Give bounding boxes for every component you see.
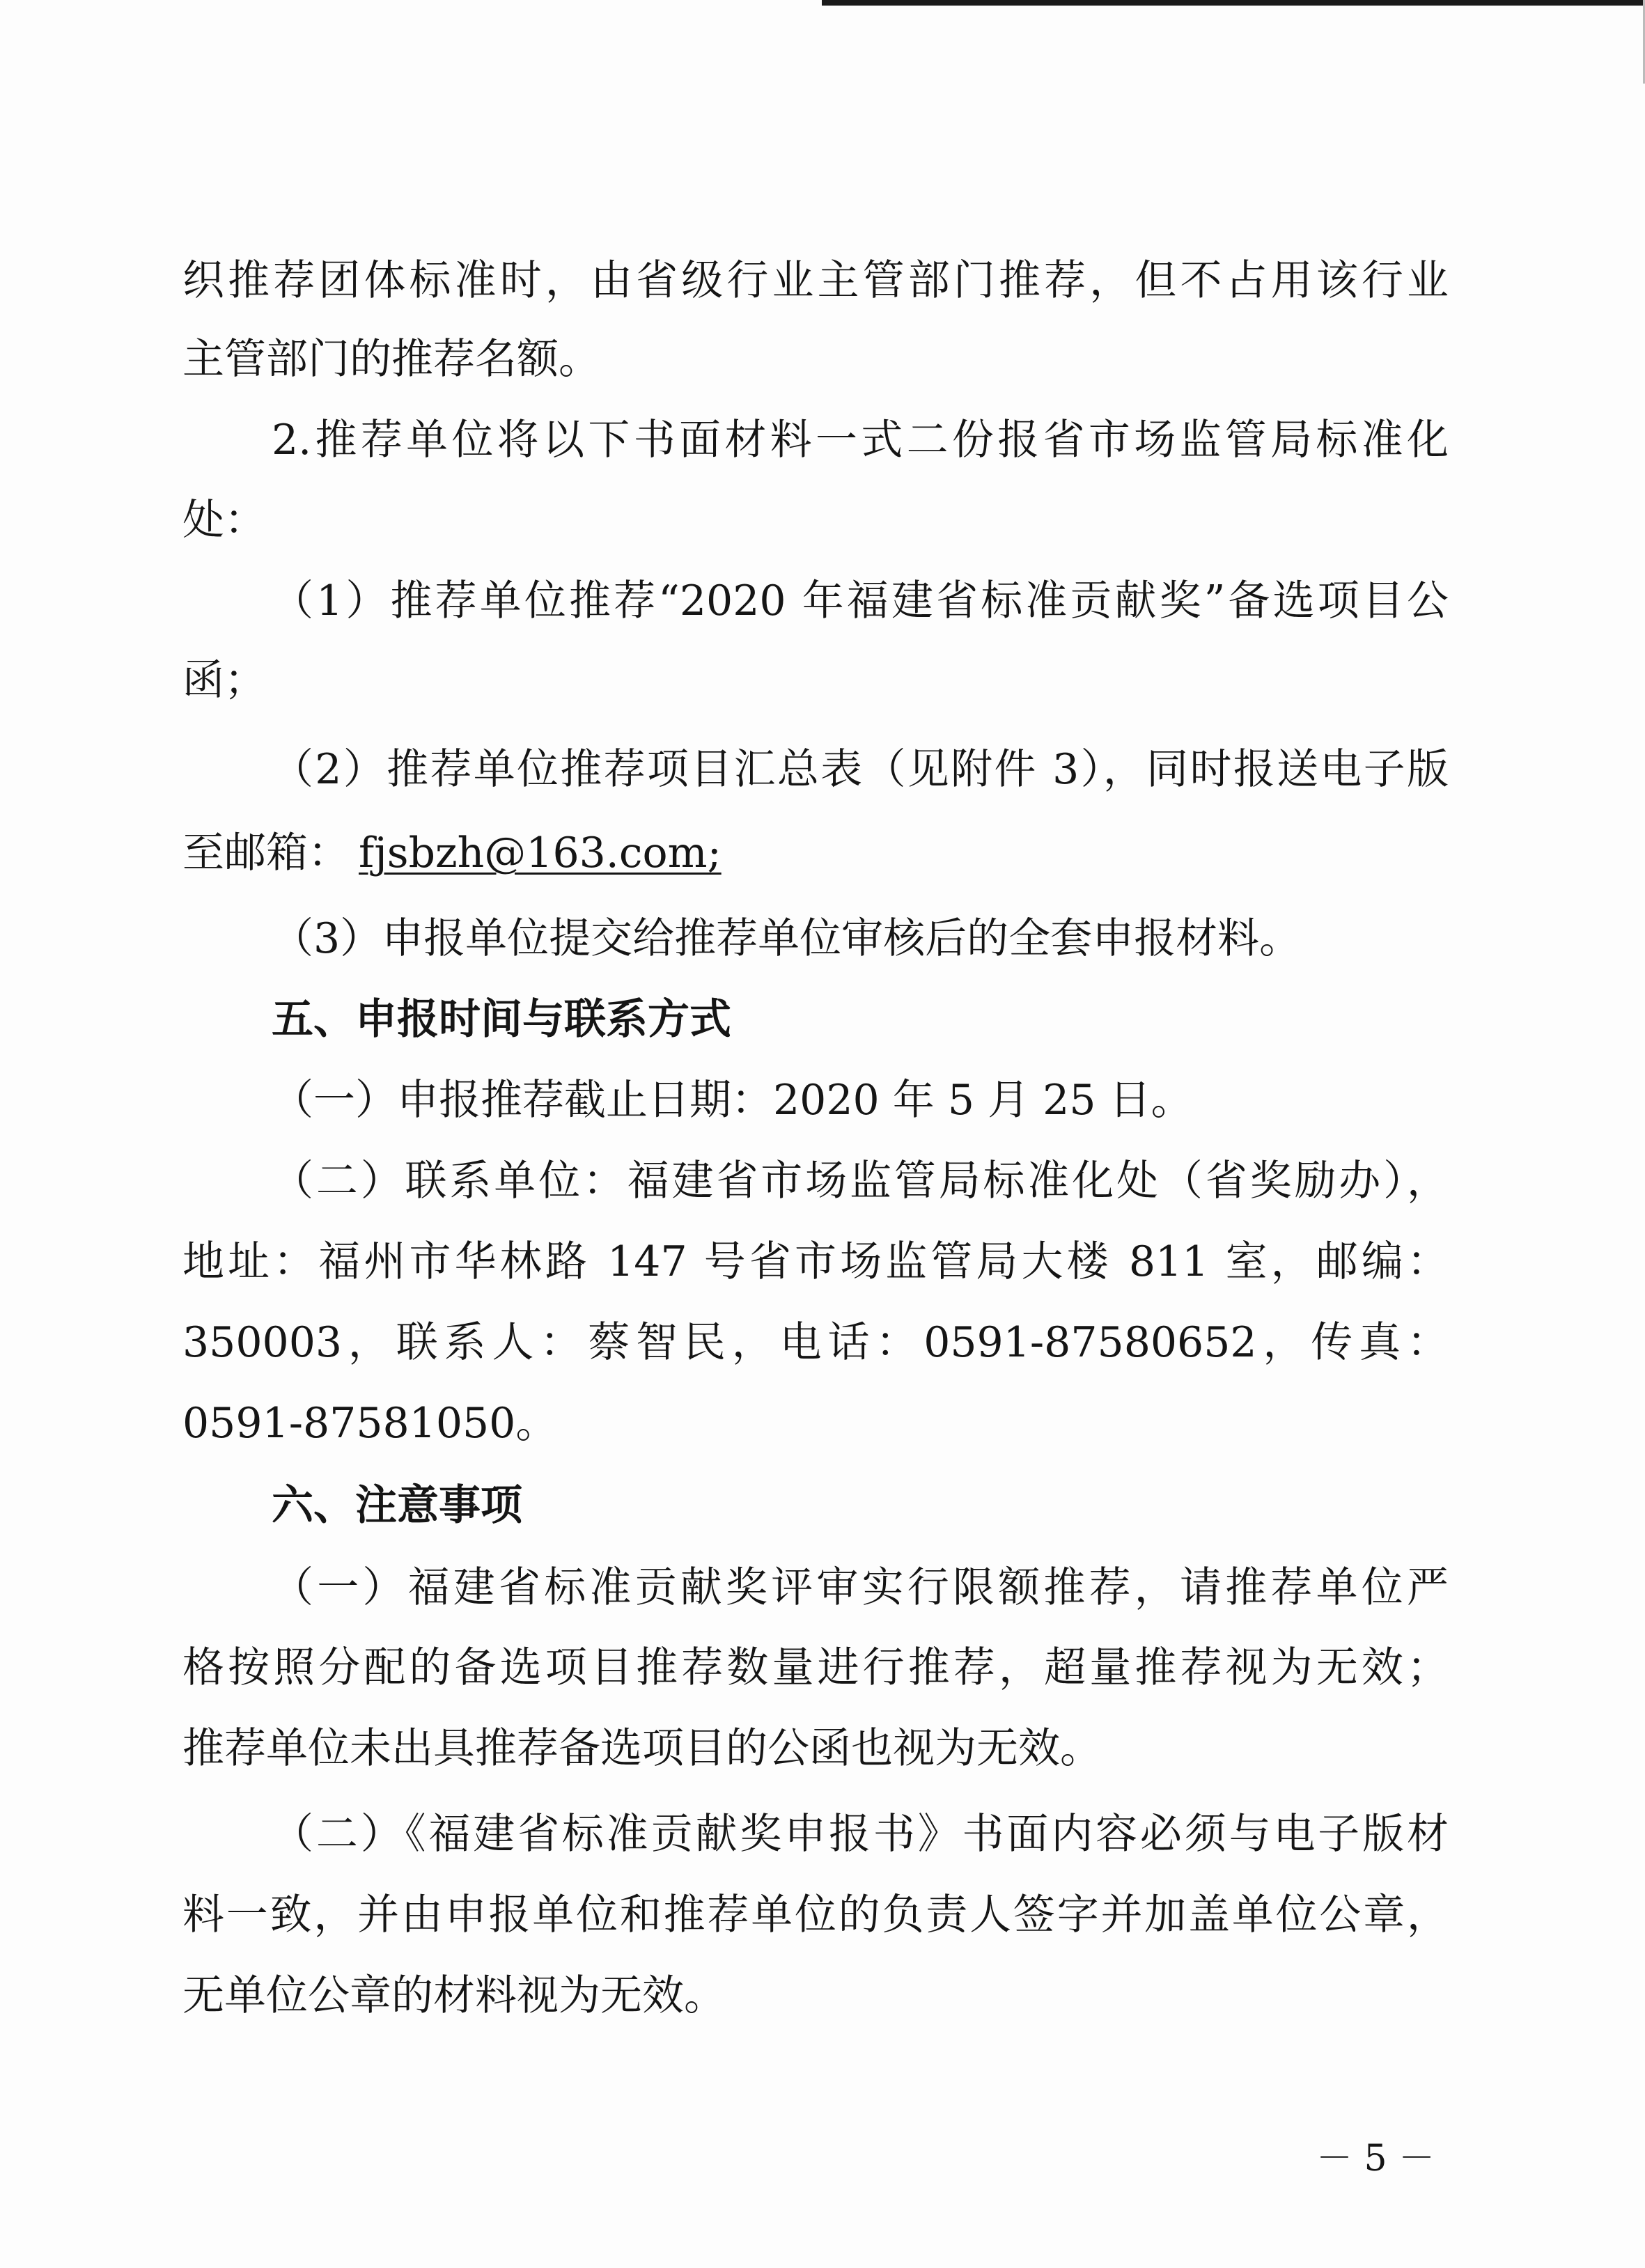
paragraph-text: 料一致，并由申报单位和推荐单位的负责人签字并加盖单位公章， (182, 1891, 1449, 1939)
section-heading-line (0, 978, 1645, 1061)
scan-edge-top (822, 0, 1645, 6)
text-line (0, 639, 1645, 722)
text-line (0, 811, 1645, 895)
paragraph-text: （二）《福建省标准贡献奖申报书》书面内容必须与电子版材 (272, 1810, 1449, 1859)
page-number: － 5 － (1316, 2138, 1435, 2180)
text-line (0, 1626, 1645, 1710)
text-line (0, 1792, 1645, 1876)
paragraph-text: （二）联系单位：福建省市场监管局标准化处（省奖励办）， (272, 1157, 1449, 1205)
paragraph-text: 主管部门的推荐名额。 (182, 335, 600, 384)
text-line (0, 1301, 1645, 1384)
paragraph-text: 地址：福州市华林路 147 号省市场监管局大楼 811 室，邮编： (182, 1237, 1449, 1286)
text-line (0, 478, 1645, 562)
list-item-text: （1）推荐单位推荐“2020 年福建省标准贡献奖”备选项目公 (272, 577, 1449, 625)
list-item-text: 函； (182, 656, 266, 705)
text-line (0, 1954, 1645, 2038)
email-link[interactable]: fjsbzh@163.com; (359, 829, 722, 877)
paragraph-text: 无单位公章的材料视为无效。 (182, 1971, 726, 2020)
text-line (0, 318, 1645, 401)
text-line (0, 398, 1645, 482)
email-line-label: 至邮箱： (182, 829, 350, 877)
paragraph-text: 推荐单位未出具推荐备选项目的公函也视为无效。 (182, 1724, 1102, 1773)
text-line (0, 239, 1645, 322)
text-line (0, 1382, 1645, 1465)
paragraph-text: 350003，联系人：蔡智民，电话：0591-87580652，传真： (182, 1318, 1449, 1367)
paragraph-text: 处： (182, 496, 266, 545)
paragraph-text: 格按照分配的备选项目推荐数量进行推荐，超量推荐视为无效； (182, 1643, 1449, 1692)
text-line (0, 1546, 1645, 1629)
paragraph-text: 织推荐团体标准时，由省级行业主管部门推荐，但不占用该行业 (182, 256, 1449, 305)
text-line (0, 1707, 1645, 1790)
paragraph-text: 0591-87581050。 (182, 1399, 558, 1448)
section-heading: 六、注意事项 (272, 1481, 522, 1530)
text-line (0, 897, 1645, 980)
paragraph-text: 2.推荐单位将以下书面材料一式二份报省市场监管局标准化 (272, 416, 1449, 464)
section-heading-line (0, 1464, 1645, 1547)
section-heading: 五、申报时间与联系方式 (272, 995, 731, 1044)
text-line (0, 728, 1645, 811)
paragraph-text: （一）申报推荐截止日期：2020 年 5 月 25 日。 (272, 1076, 1193, 1125)
list-item-text: （3）申报单位提交给推荐单位审核后的全套申报材料。 (272, 914, 1302, 963)
list-item-text: （2）推荐单位推荐项目汇总表（见附件 3），同时报送电子版 (272, 745, 1449, 794)
text-line (0, 1873, 1645, 1957)
text-line (0, 1058, 1645, 1142)
text-line (0, 1220, 1645, 1304)
paragraph-text: （一）福建省标准贡献奖评审实行限额推荐，请推荐单位严 (272, 1563, 1449, 1612)
text-line (0, 1139, 1645, 1223)
text-line (0, 559, 1645, 643)
